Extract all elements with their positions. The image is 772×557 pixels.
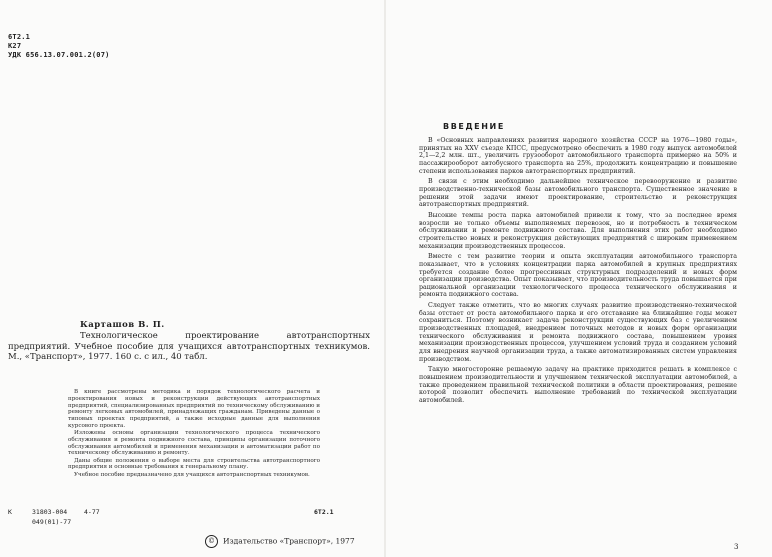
classification-codes	[8, 33, 110, 60]
author-mark: К27	[8, 42, 22, 50]
section-heading: ВВЕДЕНИЕ	[443, 122, 505, 131]
catalog-line	[8, 508, 380, 530]
introduction-text	[419, 137, 737, 408]
body-paragraph: В связи с этим необходимо дальнейшее техническое перевооружение и развитие производственно-технической базы автомобильного транспорта. Существенное значение в решении этой задачи имеют проектирование, строительство и реконструкция автотранспортных предприятий.	[419, 178, 737, 209]
bibliographic-record	[8, 320, 370, 363]
catalog-letter: К	[8, 508, 12, 516]
bibliographic-description: Технологическое проектирование автотранспортных предприятий. Учебное пособие для учащихся автотранспортных техникумов. М., «Транспорт», 1977. 160 с. с ил., 40 табл.	[8, 330, 370, 363]
body-paragraph: Высокие темпы роста парка автомобилей привели к тому, что за последнее время возросли не только объемы выполняемых перевозок, но и потребность в техническом обслуживании и ремонте подвижного состава. Для выполнения этих работ необходимо строительство новых и реконструкция действующих предприятий с широким применением механизации производственных процессов.	[419, 211, 737, 250]
body-paragraph: Такую многосторонне решаемую задачу на практике приходится решать в комплексе с повышением производительности и улучшением технической эксплуатации автомобилей, а также проведением правильной технической политики в области проектирования, решение которой позволит обеспечить выполнение требований по технической эксплуатации автомобилей.	[419, 366, 737, 404]
body-paragraph: В «Основных направлениях развития народного хозяйства СССР на 1976—1980 годы», принятых на XXV съезде КПСС, предусмотрено обеспечить в 1980 году выпуск автомобилей 2,1—2,2 млн. шт., увеличить грузооборот автомобильного транспорта примерно на 50% и пассажирооборот автобусного транспорта на 25%, продолжить концентрацию и повышение степени использования парков автотранспортных предприятий.	[419, 137, 737, 175]
annotation-paragraph: Изложены основы организации технологического процесса технического обслуживания и ремонта подвижного состава, принципы организации поточного обслуживания автомобилей и применения механизации и автоматизации работ по техническому обслуживанию и ремонту.	[68, 430, 320, 457]
copyright-text: Издательство «Транспорт», 1977	[223, 536, 355, 546]
page-number: 3	[734, 543, 739, 551]
annotation	[68, 389, 320, 479]
annotation-paragraph: Даны общие положения о выборе места для строительства автотранспортного предприятия и основные требования к генеральному плану.	[68, 457, 320, 471]
author-name: Карташов В. П.	[80, 320, 165, 330]
copyright-icon: ©	[205, 535, 218, 548]
udc-code: УДК 656.13.07.001.2(07)	[8, 51, 110, 59]
bbk-code: 6Т2.1	[8, 33, 31, 41]
copyright-notice	[205, 535, 355, 548]
catalog-number-denominator: 049(01)-77	[32, 518, 72, 526]
annotation-paragraph: В книге рассмотрены методика и порядок технологического расчета и проектирования новых и реконструкции действующих автотранспортных предприятий, специализированных предприятий по техническому обслуживанию и ремонту легковых автомобилей, принадлежащих гражданам. Приведены данные о типовых проектах предприятий, а также исходные данные для выполнения курсового проекта.	[68, 389, 320, 429]
catalog-price-code: 4-77	[84, 508, 100, 516]
catalog-class-code: 6Т2.1	[314, 508, 334, 516]
annotation-paragraph: Учебное пособие предназначено для учащихся автотранспортных техникумов.	[74, 471, 310, 478]
body-paragraph: Вместе с тем развитие теории и опыта эксплуатации автомобильного транспорта показывает, что в условиях концентрации парка автомобилей в крупных предприятиях требуется создание более прогрессивных структурных подразделений и новых форм организации производства. Опыт показывает, что производительность труда повышается при рациональной организации технологического процесса технического обслуживания и ремонта подвижного состава.	[419, 253, 737, 299]
body-paragraph: Следует также отметить, что во многих случаях развитие производственно-технической базы отстает от роста автомобильного парка и его отставание на ближайшие годы может сохраниться. Поэтому возникает задача реконструкции существующих баз с увеличением производственных площадей, внедрением поточных методов и новых форм организации технического обслуживания и ремонта подвижного состава, повышением уровня механизации производственных процессов, улучшением условий труда и созданием условий для внедрения научной организации труда, а также автоматизированных систем управления производством.	[419, 302, 737, 363]
catalog-number: 31803-004	[32, 508, 68, 516]
